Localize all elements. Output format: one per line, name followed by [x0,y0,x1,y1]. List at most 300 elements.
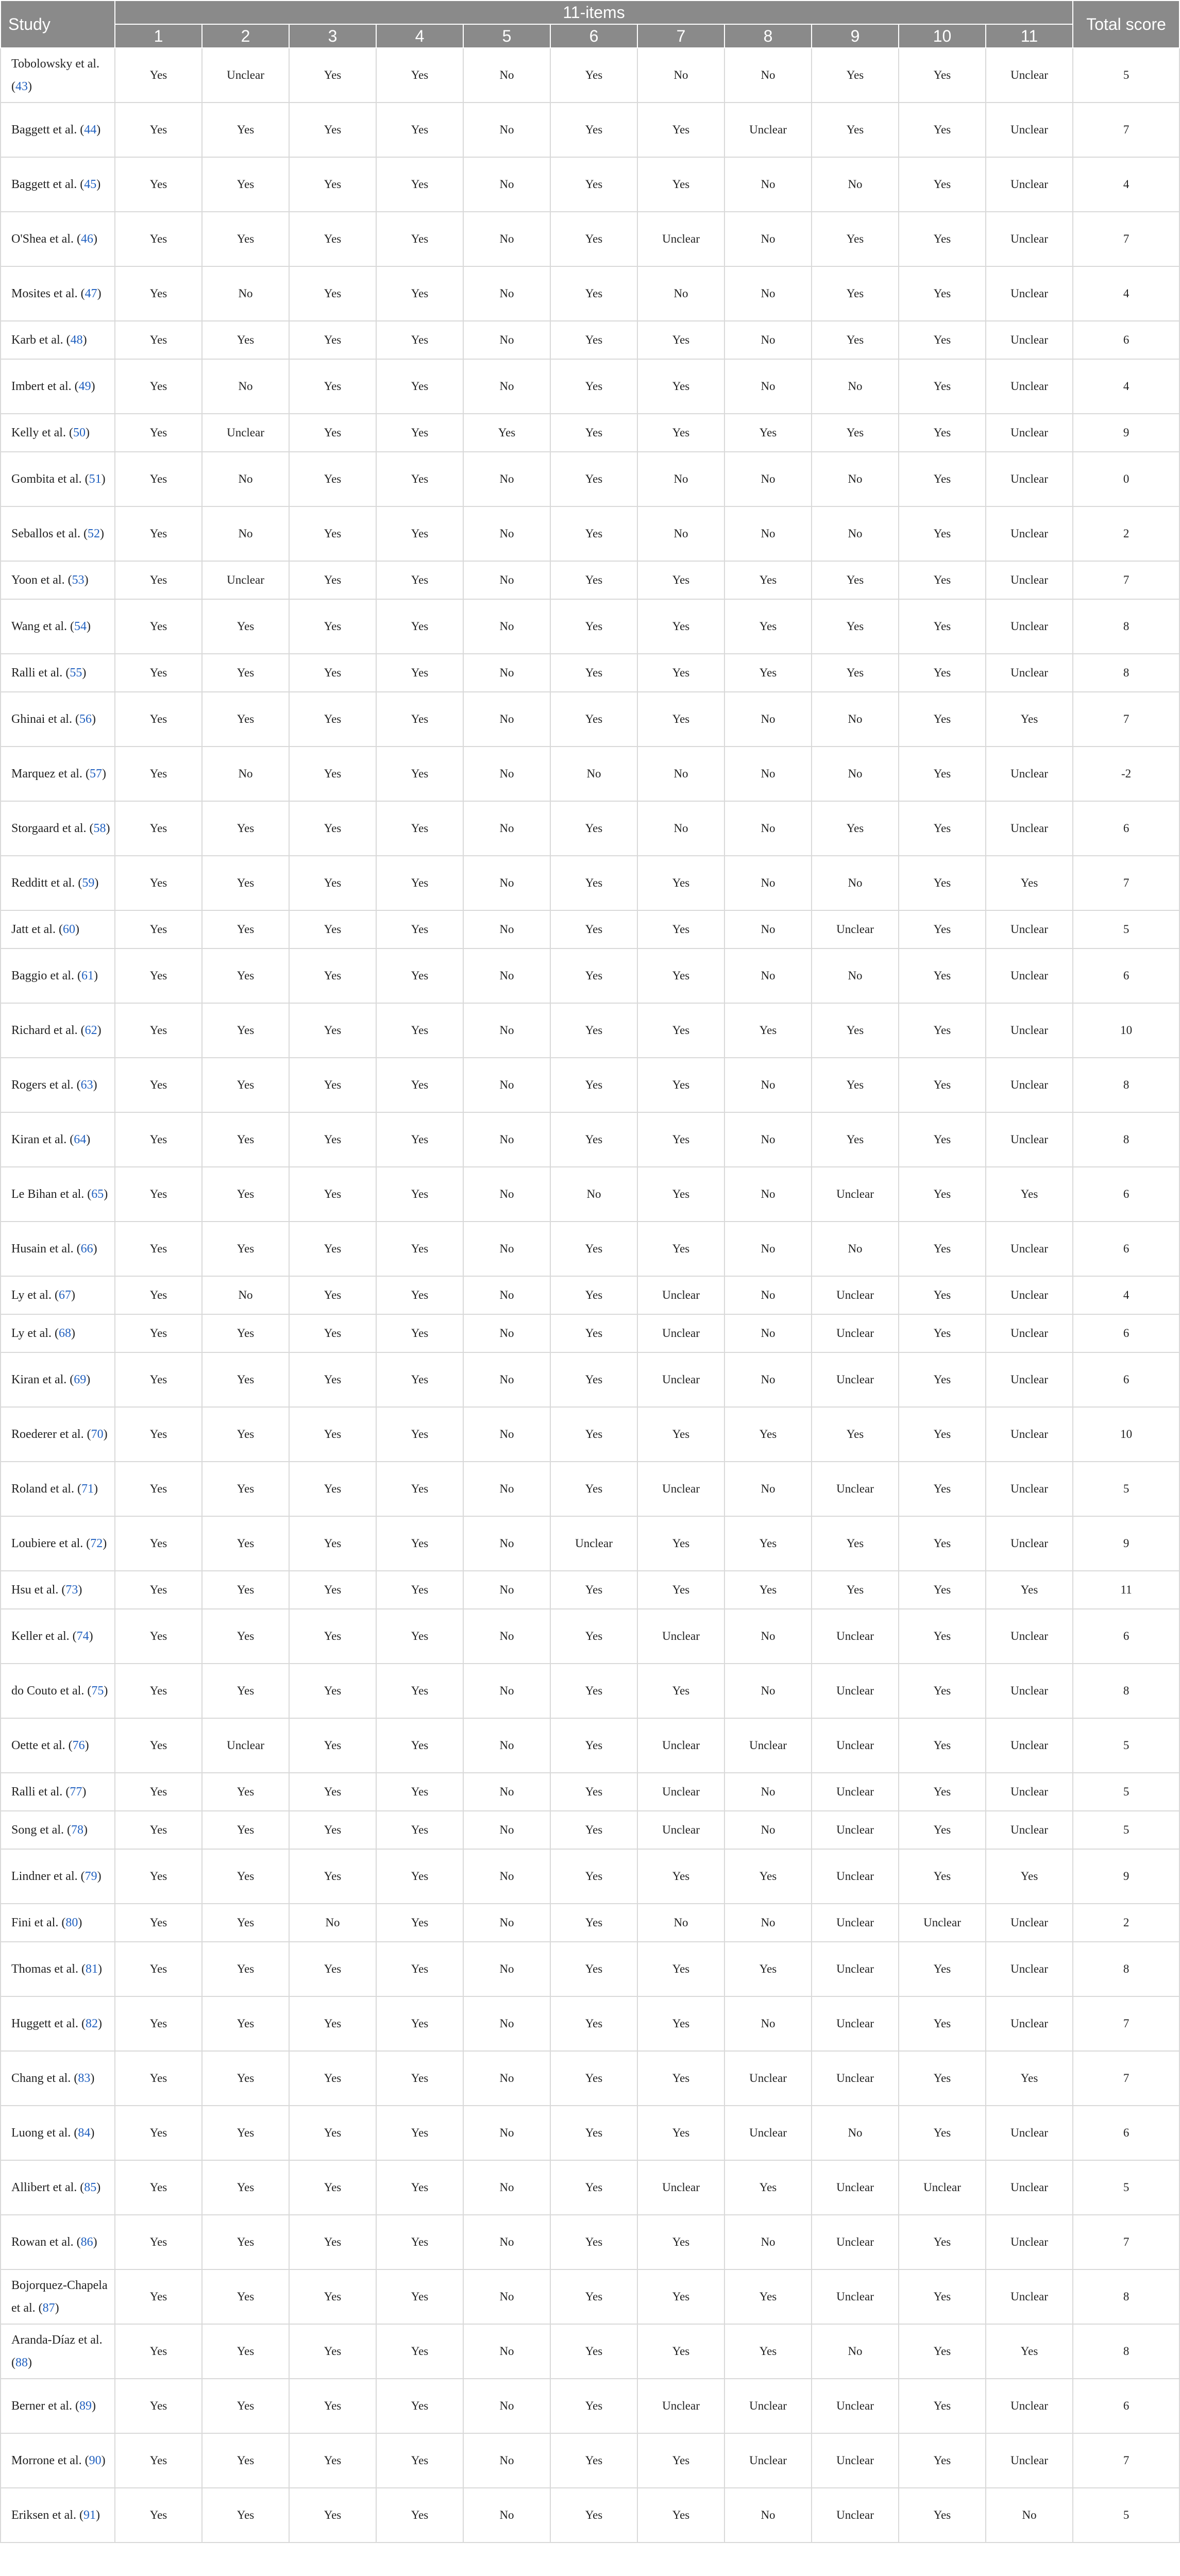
item-score-cell: Yes [899,359,986,414]
reference-link[interactable]: 79 [85,1870,97,1883]
item-score-cell: Yes [289,1462,376,1516]
item-score-cell: Yes [115,2051,202,2106]
item-score-cell: No [463,1058,550,1112]
item-score-cell: Yes [550,1352,637,1407]
study-cell: Imbert et al. (49) [1,359,115,414]
reference-link[interactable]: 77 [70,1785,82,1799]
item-score-cell: No [463,1222,550,1276]
item-score-cell: Unclear [202,1718,289,1773]
table-row [1,654,1179,692]
item-score-cell: Yes [550,321,637,359]
study-name: Song et al. [11,1823,64,1837]
reference-link[interactable]: 64 [74,1133,87,1146]
item-score-cell: Yes [376,2324,463,2379]
item-score-cell: Yes [376,2269,463,2324]
study-name: O'Shea et al. [11,232,74,246]
item-score-cell: Unclear [986,747,1073,801]
item-score-cell: Unclear [986,1276,1073,1314]
study-name: Berner et al. [11,2399,72,2413]
item-score-cell: Unclear [812,1811,899,1849]
item-score-cell: Yes [637,1112,724,1167]
reference-link[interactable]: 49 [78,380,91,393]
item-score-cell: Yes [202,1003,289,1058]
study-cell: Ralli et al. (55) [1,654,115,692]
study-name: Imbert et al. [11,380,72,393]
reference-link[interactable]: 90 [89,2454,102,2467]
item-score-cell: Unclear [986,2269,1073,2324]
item-score-cell: Yes [550,1773,637,1811]
item-score-cell: Yes [637,2106,724,2160]
study-name: Kelly et al. [11,426,66,439]
total-score-cell: 4 [1073,359,1179,414]
item-score-cell: Yes [986,2051,1073,2106]
item-score-cell: Unclear [637,1462,724,1516]
total-score-cell: 4 [1073,157,1179,212]
item-score-cell: Yes [899,1942,986,1996]
item-score-cell: Yes [115,1718,202,1773]
item-score-cell: Yes [289,1516,376,1571]
total-score-cell: 5 [1073,1811,1179,1849]
item-number-header: 6 [550,24,637,48]
item-score-cell: Yes [376,2215,463,2269]
item-score-cell: No [463,948,550,1003]
item-score-cell: Yes [115,1942,202,1996]
table-row [1,212,1179,266]
study-name: Loubiere et al. [11,1537,83,1550]
study-cell: Song et al. (78) [1,1811,115,1849]
item-score-cell: Yes [899,48,986,103]
study-cell: Richard et al. (62) [1,1003,115,1058]
total-score-cell: 6 [1073,2379,1179,2433]
study-name: Luong et al. [11,2126,71,2140]
item-score-cell: Unclear [986,1407,1073,1462]
reference-link[interactable]: 76 [72,1739,85,1752]
item-score-cell: Yes [202,1462,289,1516]
item-score-cell: No [463,266,550,321]
item-score-cell: Yes [550,801,637,856]
item-score-cell: Yes [289,1609,376,1664]
study-cell: Chang et al. (83) [1,2051,115,2106]
study-cell: Yoon et al. (53) [1,561,115,599]
reference-link[interactable]: 68 [58,1327,71,1340]
item-score-cell: Yes [115,1664,202,1718]
item-score-cell: Yes [899,1314,986,1352]
study-name: do Couto et al. [11,1684,85,1698]
item-score-cell: Yes [899,692,986,747]
item-score-cell: Yes [376,1811,463,1849]
item-score-cell: Yes [637,1516,724,1571]
reference-link[interactable]: 61 [81,969,94,982]
total-score-cell: 9 [1073,1849,1179,1904]
item-score-cell: Yes [899,1571,986,1609]
item-score-cell: Yes [202,2160,289,2215]
item-score-cell: Yes [899,266,986,321]
item-score-cell: Yes [115,1222,202,1276]
item-score-cell: Yes [812,321,899,359]
item-score-cell: Yes [637,599,724,654]
table-row [1,1718,1179,1773]
item-score-cell: Yes [115,506,202,561]
study-name: Hsu et al. [11,1583,59,1597]
item-score-cell: Yes [899,1462,986,1516]
item-score-cell: Yes [115,910,202,948]
item-score-cell: Yes [202,321,289,359]
item-score-cell: Yes [115,1314,202,1352]
item-score-cell: Yes [899,1276,986,1314]
table-row [1,1058,1179,1112]
item-score-cell: Yes [899,2215,986,2269]
item-score-cell: No [463,1718,550,1773]
item-score-cell: No [637,801,724,856]
item-score-cell: No [463,1904,550,1942]
item-score-cell: Unclear [986,1996,1073,2051]
reference-link[interactable]: 56 [79,713,92,726]
study-cell: Loubiere et al. (72) [1,1516,115,1571]
total-score-cell: 9 [1073,414,1179,452]
item-score-cell: Yes [376,654,463,692]
item-score-cell: Yes [550,599,637,654]
reference-link[interactable]: 85 [84,2181,97,2194]
item-score-cell: Yes [986,692,1073,747]
item-number-row [1,24,1179,48]
item-score-cell: Yes [724,2160,812,2215]
item-score-cell: No [463,359,550,414]
item-number-header: 7 [637,24,724,48]
item-score-cell: No [463,1112,550,1167]
reference-link[interactable]: 45 [84,178,97,191]
table-row [1,359,1179,414]
item-score-cell: Yes [550,2488,637,2543]
reference-link[interactable]: 44 [84,123,97,137]
item-score-cell: Yes [376,1718,463,1773]
reference-link[interactable]: 87 [42,2301,55,2315]
item-score-cell: No [724,1996,812,2051]
reference-link[interactable]: 52 [87,527,100,540]
item-score-cell: Yes [376,1352,463,1407]
item-score-cell: Yes [115,2106,202,2160]
item-score-cell: Yes [115,1352,202,1407]
item-score-cell: Yes [202,1314,289,1352]
item-score-cell: Yes [550,1462,637,1516]
reference-link[interactable]: 69 [74,1373,87,1386]
item-score-cell: Yes [724,1516,812,1571]
item-score-cell: No [724,1811,812,1849]
item-score-cell: Yes [899,1516,986,1571]
item-score-cell: Yes [550,414,637,452]
reference-link[interactable]: 71 [81,1482,94,1496]
item-score-cell: Yes [376,948,463,1003]
reference-link[interactable]: 47 [85,287,97,300]
study-name: Tobolowsky et al. [11,57,99,71]
item-score-cell: Unclear [986,321,1073,359]
item-score-cell: Unclear [986,801,1073,856]
reference-link[interactable]: 82 [85,2017,98,2030]
reference-link[interactable]: 88 [15,2356,28,2369]
item-score-cell: Yes [115,599,202,654]
item-score-cell: Unclear [724,2433,812,2488]
reference-link[interactable]: 75 [91,1684,104,1698]
reference-link[interactable]: 83 [78,2072,91,2085]
table-row [1,1276,1179,1314]
reference-link[interactable]: 51 [89,472,102,486]
table-row [1,414,1179,452]
item-score-cell: No [202,266,289,321]
item-score-cell: Unclear [637,1276,724,1314]
reference-link[interactable]: 74 [76,1630,89,1643]
study-name: Wang et al. [11,620,68,633]
item-score-cell: Yes [637,1222,724,1276]
item-score-cell: No [463,1811,550,1849]
item-score-cell: Yes [115,1167,202,1222]
item-score-cell: Yes [899,321,986,359]
study-name: Baggett et al. [11,178,77,191]
reference-link[interactable]: 48 [70,333,83,347]
item-score-cell: No [463,1849,550,1904]
item-score-cell: Yes [115,1849,202,1904]
study-column-header: Study [1,1,115,48]
item-score-cell: Yes [115,452,202,506]
item-score-cell: Yes [202,2488,289,2543]
reference-link[interactable]: 60 [62,923,75,936]
item-score-cell: Yes [115,2215,202,2269]
item-score-cell: Yes [550,1112,637,1167]
item-score-cell: Yes [637,654,724,692]
reference-link[interactable]: 80 [65,1916,78,1929]
study-cell: O'Shea et al. (46) [1,212,115,266]
item-score-cell: Yes [376,1849,463,1904]
item-score-cell: No [463,2051,550,2106]
study-name: Karb et al. [11,333,63,347]
reference-link[interactable]: 91 [83,2509,96,2522]
reference-link[interactable]: 59 [82,876,95,890]
item-score-cell: Yes [550,910,637,948]
reference-link[interactable]: 62 [85,1024,97,1037]
item-score-cell: No [463,561,550,599]
table-row [1,801,1179,856]
item-number-header: 10 [899,24,986,48]
reference-link[interactable]: 46 [80,232,93,246]
item-score-cell: Yes [289,1664,376,1718]
item-score-cell: Yes [202,1222,289,1276]
item-score-cell: Unclear [812,1942,899,1996]
item-score-cell: Unclear [550,1516,637,1571]
study-cell: Luong et al. (84) [1,2106,115,2160]
total-score-cell: 8 [1073,1112,1179,1167]
reference-link[interactable]: 55 [70,666,82,680]
study-name: Richard et al. [11,1024,78,1037]
item-score-cell: Yes [115,948,202,1003]
item-score-cell: Yes [550,266,637,321]
item-score-cell: Yes [550,1849,637,1904]
study-name: Bojorquez-Chapela et al. [11,2279,108,2315]
item-score-cell: Yes [550,856,637,910]
item-score-cell: Yes [986,856,1073,910]
reference-link[interactable]: 57 [89,767,102,781]
table-row [1,1996,1179,2051]
study-name: Aranda-Díaz et al. [11,2333,103,2347]
item-score-cell: Yes [289,103,376,157]
item-score-cell: Yes [724,1849,812,1904]
item-number-header: 5 [463,24,550,48]
item-score-cell: Unclear [812,1167,899,1222]
item-score-cell: No [463,103,550,157]
reference-link[interactable]: 67 [58,1289,71,1302]
item-score-cell: Yes [550,359,637,414]
item-score-cell: Unclear [986,1773,1073,1811]
reference-link[interactable]: 58 [93,822,106,835]
item-score-cell: Unclear [202,414,289,452]
item-score-cell: Yes [289,1407,376,1462]
item-score-cell: Yes [202,212,289,266]
item-score-cell: Yes [637,1003,724,1058]
item-score-cell: Yes [550,1222,637,1276]
table-row [1,452,1179,506]
item-score-cell: Yes [899,506,986,561]
item-score-cell: No [463,2160,550,2215]
item-score-cell: No [463,910,550,948]
item-score-cell: No [724,212,812,266]
study-name: Morrone et al. [11,2454,82,2467]
item-score-cell: Unclear [637,212,724,266]
reference-link[interactable]: 78 [71,1823,83,1837]
study-cell: Kelly et al. (50) [1,414,115,452]
reference-link[interactable]: 70 [91,1428,104,1441]
total-score-cell: 8 [1073,654,1179,692]
total-score-cell: 7 [1073,212,1179,266]
reference-link[interactable]: 54 [74,620,87,633]
item-score-cell: Yes [550,1571,637,1609]
item-score-cell: Yes [724,414,812,452]
item-score-cell: No [724,856,812,910]
item-score-cell: Yes [289,1773,376,1811]
item-score-cell: Unclear [986,2215,1073,2269]
study-cell: Ghinai et al. (56) [1,692,115,747]
item-score-cell: No [724,1773,812,1811]
item-score-cell: Yes [115,692,202,747]
item-score-cell: No [289,1904,376,1942]
item-score-cell: Unclear [637,1352,724,1407]
table-row [1,266,1179,321]
item-score-cell: Yes [899,2051,986,2106]
item-score-cell: Yes [202,654,289,692]
item-score-cell: No [550,747,637,801]
study-cell: Rogers et al. (63) [1,1058,115,1112]
study-cell: Karb et al. (48) [1,321,115,359]
item-score-cell: No [463,1773,550,1811]
total-score-cell: 7 [1073,2433,1179,2488]
item-score-cell: Yes [899,561,986,599]
item-score-cell: No [724,1664,812,1718]
item-score-cell: Yes [289,801,376,856]
study-name: Kiran et al. [11,1133,67,1146]
item-score-cell: No [812,747,899,801]
item-score-cell: Unclear [812,1849,899,1904]
item-score-cell: No [463,1462,550,1516]
item-score-cell: Yes [899,801,986,856]
reference-link[interactable]: 53 [72,573,85,587]
item-score-cell: Unclear [812,1609,899,1664]
item-score-cell: No [724,910,812,948]
item-score-cell: Yes [289,692,376,747]
study-cell: Roland et al. (71) [1,1462,115,1516]
total-score-cell: 8 [1073,599,1179,654]
item-score-cell: Yes [899,1003,986,1058]
item-score-cell: Yes [115,561,202,599]
study-cell: Tobolowsky et al. (43) [1,48,115,103]
item-score-cell: Yes [115,157,202,212]
item-score-cell: Yes [550,212,637,266]
item-score-cell: Yes [289,452,376,506]
reference-link[interactable]: 50 [73,426,86,439]
total-score-cell: 5 [1073,2160,1179,2215]
item-score-cell: Yes [202,103,289,157]
item-score-cell: No [463,1609,550,1664]
total-score-cell: 8 [1073,2269,1179,2324]
item-score-cell: Yes [115,1112,202,1167]
item-score-cell: Unclear [812,2160,899,2215]
item-score-cell: Yes [550,2051,637,2106]
item-score-cell: Unclear [724,1718,812,1773]
study-name: Gombita et al. [11,472,82,486]
item-score-cell: Yes [899,2488,986,2543]
item-score-cell: No [463,2269,550,2324]
table-row [1,1222,1179,1276]
item-score-cell: Yes [550,692,637,747]
item-score-cell: Yes [202,2215,289,2269]
total-score-cell: 7 [1073,103,1179,157]
total-score-cell: 5 [1073,2488,1179,2543]
item-score-cell: Yes [812,1407,899,1462]
item-score-cell: Yes [376,506,463,561]
table-row [1,1003,1179,1058]
reference-link[interactable]: 66 [80,1242,93,1256]
item-score-cell: No [463,2324,550,2379]
reference-link[interactable]: 43 [15,80,28,93]
item-number-header: 2 [202,24,289,48]
item-score-cell: No [202,747,289,801]
study-cell: Marquez et al. (57) [1,747,115,801]
item-score-cell: Unclear [724,2379,812,2433]
total-score-cell: 4 [1073,1276,1179,1314]
study-cell: Oette et al. (76) [1,1718,115,1773]
reference-link[interactable]: 63 [80,1078,93,1092]
reference-link[interactable]: 84 [78,2126,91,2140]
item-score-cell: Yes [376,48,463,103]
item-number-header: 1 [115,24,202,48]
item-score-cell: Yes [899,103,986,157]
item-score-cell: Yes [899,1773,986,1811]
item-score-cell: Yes [550,1058,637,1112]
item-score-cell: No [463,452,550,506]
item-score-cell: Yes [550,2324,637,2379]
item-score-cell: Yes [637,2488,724,2543]
item-score-cell: Yes [202,2106,289,2160]
item-score-cell: Unclear [637,1718,724,1773]
item-score-cell: Yes [637,561,724,599]
reference-link[interactable]: 89 [79,2399,92,2413]
reference-link[interactable]: 81 [85,1962,98,1976]
item-score-cell: Yes [812,1058,899,1112]
item-score-cell: Unclear [812,1462,899,1516]
reference-link[interactable]: 65 [91,1188,104,1201]
reference-link[interactable]: 86 [80,2235,93,2249]
total-score-cell: 8 [1073,1664,1179,1718]
reference-link[interactable]: 73 [65,1583,78,1597]
reference-link[interactable]: 72 [90,1537,103,1550]
item-score-cell: Unclear [986,414,1073,452]
item-score-cell: No [202,1276,289,1314]
item-score-cell: Yes [637,157,724,212]
